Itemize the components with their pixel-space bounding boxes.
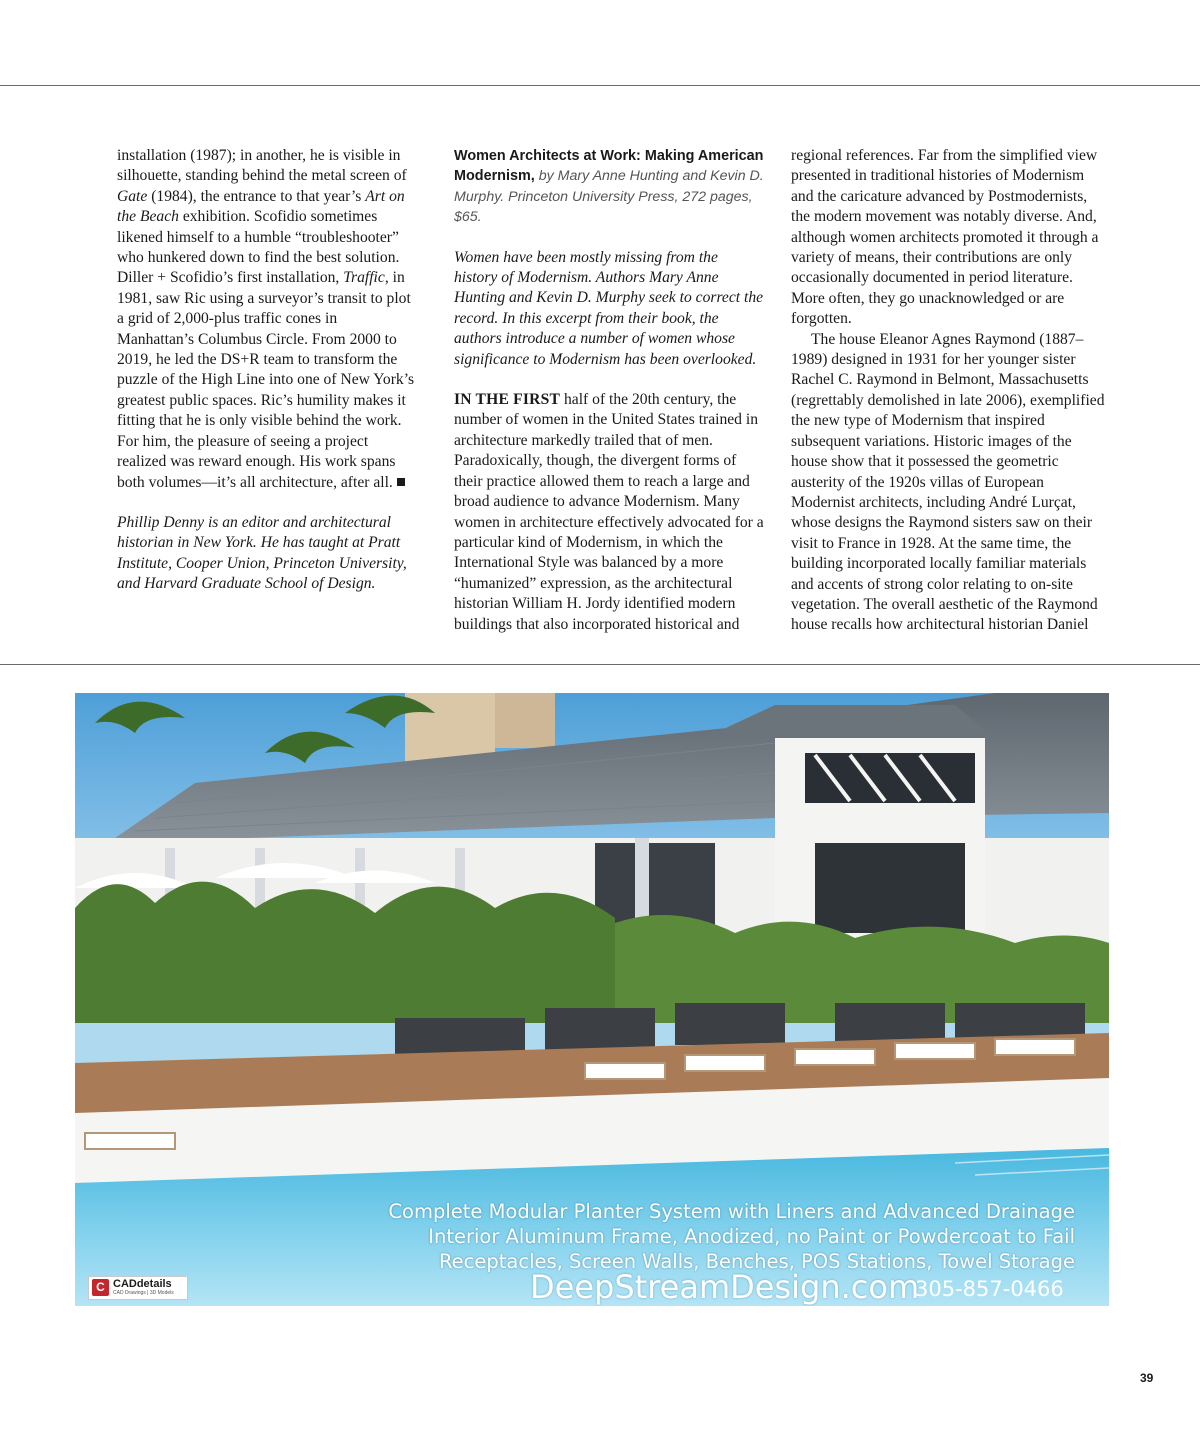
top-rule: [0, 85, 1200, 86]
page-number: 39: [1140, 1371, 1154, 1385]
bottom-rule: [0, 664, 1200, 665]
book-details: by Mary Anne Hunting and Kevin D. Murphy. Princeton University Press, 272 pages, $65.: [454, 168, 764, 226]
caddetails-logo[interactable]: [88, 1276, 188, 1300]
ad-website-link[interactable]: DeepStreamDesign.com: [530, 1268, 920, 1306]
end-of-article-mark: [397, 478, 405, 486]
excerpt-intro: Women have been mostly missing from the history of Modernism. Authors Mary Anne Hunting and Kevin D. Murphy seek to correct the record. In this excerpt from their book, the authors introduce a number of women whose significance to Modernism has been overlooked.: [454, 248, 764, 368]
caddetails-logo-name: CADdetails: [113, 1278, 172, 1290]
column-right: [791, 146, 1107, 636]
excerpt-body-start: IN THE FIRST half of the 20th century, the number of women in the United States trained in architecture markedly trailed that of men. Paradoxically, though, the divergent forms of their practice allowed them to reach a large and broad audience to advance Modernism. Many women in architecture effectively advocated for a particular kind of Modernism, in which the International Style was balanced by a more “humanized” expression, as the architectural historian William H. Jordy identified modern buildings that also incorporated historical and: [454, 391, 764, 633]
column-middle: [454, 146, 764, 635]
excerpt-paragraph: The house Eleanor Agnes Raymond (1887–1989) designed in 1931 for her younger sister Rachel C. Raymond in Belmont, Massachusetts (regrettably demolished in late 2006), exemplified the new type of Modernism that inspired subsequent variations. Historic images of the house show that it possessed the geometric austerity of the 1920s villas of European Modernist architects, including André Lurçat, whose designs the Raymond sisters saw on their visit to France in 1928. At the same time, the building incorporated locally familiar materials and accents of strong color relating to on-site vegetation. The overall aesthetic of the Raymond house recalls how architectural historian Daniel: [791, 330, 1105, 634]
book-citation: [454, 146, 764, 228]
ad-tagline-2: Interior Aluminum Frame, Anodized, no Paint or Powdercoat to Fail: [428, 1225, 1075, 1248]
ad-tagline-1: Complete Modular Planter System with Liners and Advanced Drainage: [388, 1200, 1075, 1223]
ad-tagline-3: Receptacles, Screen Walls, Benches, POS Stations, Towel Storage: [439, 1250, 1075, 1273]
lead-in: IN THE FIRST: [454, 391, 561, 409]
caddetails-logo-icon: C: [92, 1279, 109, 1296]
column-left: [117, 146, 415, 595]
author-bio: Phillip Denny is an editor and architectural historian in New York. He has taught at Pratt Institute, Cooper Union, Princeton University, and Harvard Graduate School of Design.: [117, 513, 407, 593]
excerpt-paragraph: regional references. Far from the simplified view presented in traditional histories of Modernism and the caricature advanced by Postmodernists, the modern movement was notably diverse. And, although women architects promoted it through a variety of means, their contributions are only occasionally documented in period literature. More often, they go unacknowledged or are forgotten.: [791, 147, 1099, 328]
ad-phone-number: 305-857-0466: [915, 1277, 1064, 1301]
review-body-text: installation (1987); in another, he is visible in silhouette, standing behind the metal screen of Gate (1984), the entrance to that year’s Art on the Beach exhibition. Scofidio sometimes likened himself to a humble “troubleshooter” who hunkered down to find the best solution. Diller + Scofidio’s first installation, Traffic, in 1981, saw Ric using a surveyor’s transit to plot a grid of 2,000-plus traffic cones in Manhattan’s Columbus Circle. From 2000 to 2019, he led the DS+R team to transform the puzzle of the High Line into one of New York’s greatest public spaces. Ric’s humility makes it fitting that he is only visible behind the work. For him, the pleasure of seeing a project realized was reward enough. His work spans both volumes—it’s all architecture, after all.: [117, 147, 415, 491]
book-title: Women Architects at Work: Making American Modernism,: [454, 148, 764, 185]
caddetails-logo-subtitle: CAD Drawings | 3D Models: [113, 1290, 174, 1296]
advertisement[interactable]: [75, 693, 1109, 1306]
